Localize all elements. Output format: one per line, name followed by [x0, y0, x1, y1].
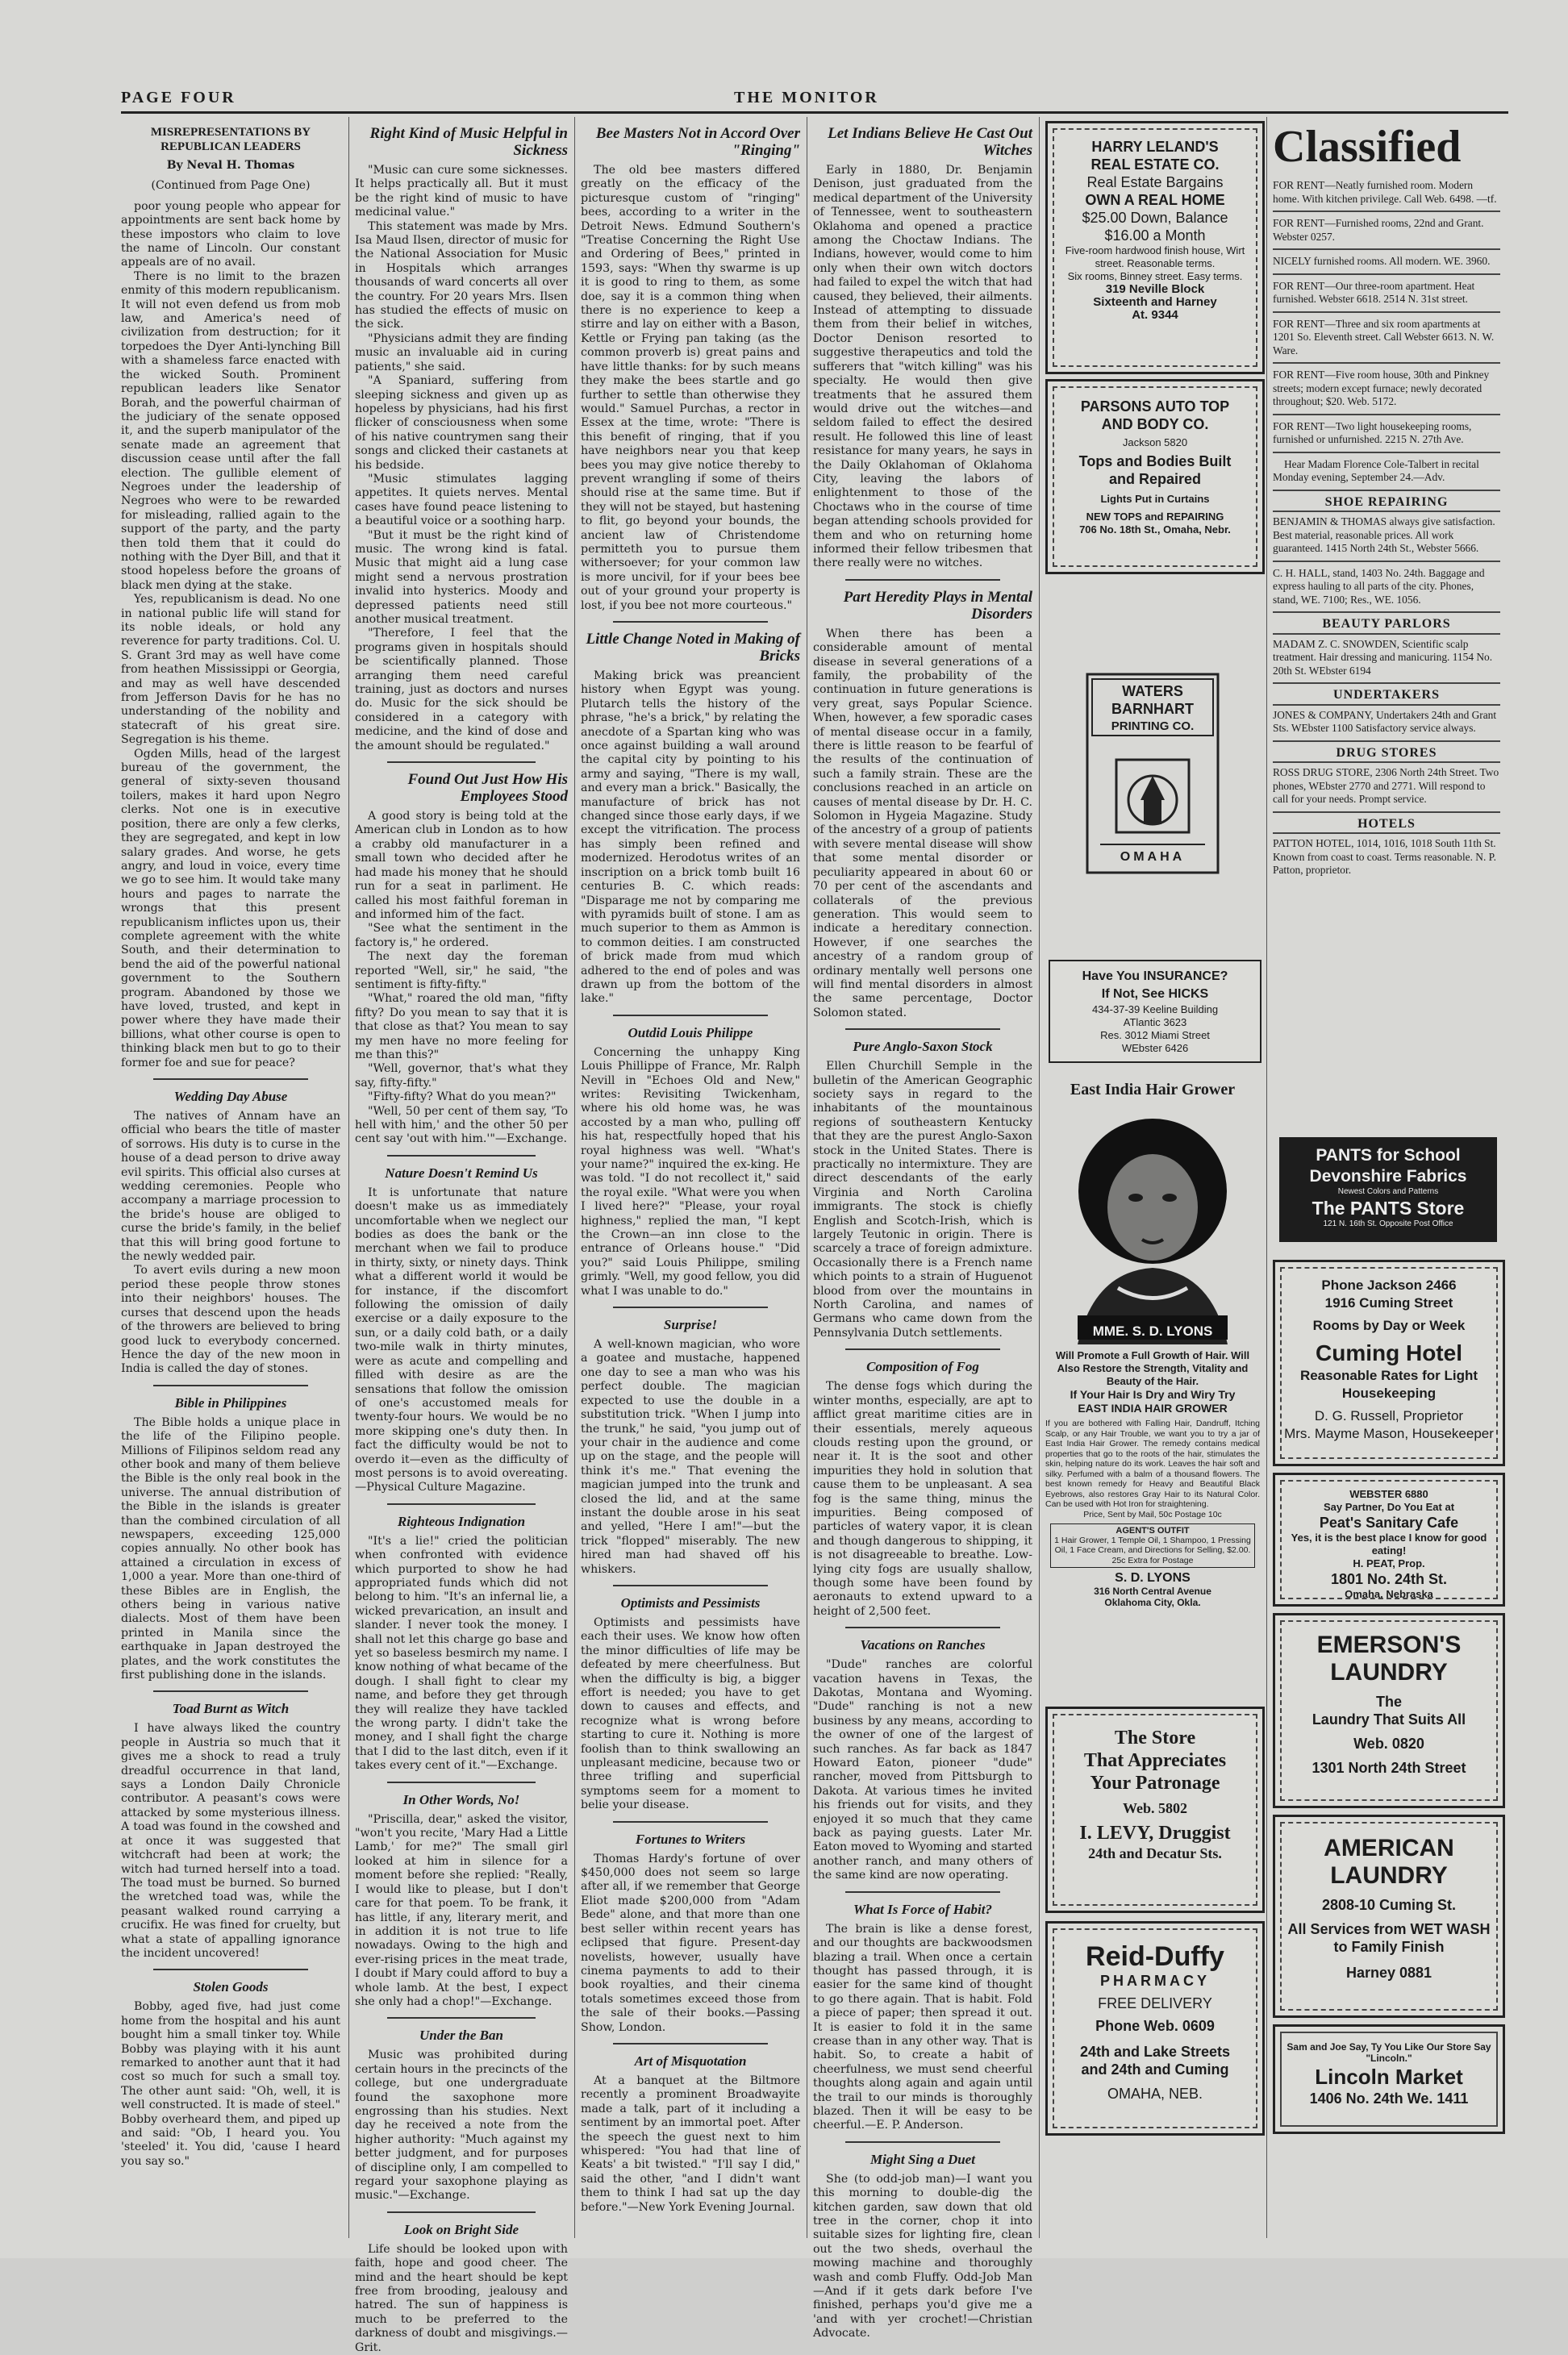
ad-line: Cuming Hotel	[1316, 1340, 1462, 1365]
headline: Art of Misquotation	[634, 2053, 747, 2069]
divider	[153, 1078, 308, 1080]
column-rule	[1266, 117, 1267, 2238]
headline: Wedding Day Abuse	[173, 1089, 288, 1104]
column-rule	[348, 117, 349, 2238]
paragraph: "But it must be the right kind of music. The wrong kind is fatal. Music that might aid a lung case might send a nervous prostration invalid into hysterics. Moody and depressed patients need still another musical treatment.	[355, 528, 568, 626]
paragraph: This statement was made by Mrs. Isa Maud Ilsen, director of music for the National Association for Music in Hospitals which arranges thousands of ward concerts all over the country. For 20 years Mrs. Ilsen has studied the effects of music on the sick.	[355, 219, 568, 331]
headline: Bible in Philippines	[174, 1394, 287, 1411]
paragraph: "Well, governor, that's what they say, fifty-fifty."	[355, 1062, 568, 1090]
headline: Found Out Just How His Employees Stood	[407, 771, 568, 806]
ad-line: 24th and Lake Streets	[1079, 2044, 1231, 2060]
masthead	[121, 89, 1508, 114]
paragraph: "Music can cure some sicknesses. It helps practically all. But it must be the right kind of music to have medicinal value."	[355, 164, 568, 219]
ad-line: Will Promote a Full Growth of Hair. Will Also Restore the Strength, Vitality and Beauty of the Hair.	[1055, 1349, 1250, 1387]
ad-line: Sam and Joe Say, Ty You Like Our Store Say "Lincoln."	[1287, 2041, 1491, 2064]
headline: Might Sing a Duet	[870, 2151, 975, 2167]
column-rule	[1039, 117, 1040, 2238]
divider	[153, 1690, 308, 1692]
paragraph: The Bible holds a unique place in the life of the Filipino people. Millions of Filipinos seldom read any other book and many of them believe the Bible is the only real book in the universe. The annual distribution of the Bible in the islands is greater than the combined circulation of all newspapers, exceeding 125,000 copies annually. No other book has attained a circulation in excess of 1,000 a year. More than one-third of these Bibles are in English, the others being in various native dialects. Most of them have been printed in Manila since the earthquake in Japan destroyed the plates, and the work constitutes the first publishing done in the islands.	[121, 1415, 340, 1682]
divider	[845, 1348, 1000, 1350]
paragraph: "Priscilla, dear," asked the visitor, "won't you recite, 'Mary Had a Little Lamb,' for me?" The small girl looked at him in silence for a moment before she replied: "Really, I would like to please, but I don't care for that poem. To be frank, it has little, if any, literary merit, and in addition it is not true to life nowadays. Owing to the high and ever-rising prices in the meat trade, I doubt if Mary could afford to buy a whole lamb. At the best, I expect she only had a chop!"—Exchange.	[355, 1812, 568, 2008]
paragraph: "Fifty-fifty? What do you mean?"	[368, 1090, 557, 1104]
divider	[387, 1782, 536, 1783]
ad-line: 121 N. 16th St. Opposite Post Office	[1323, 1219, 1453, 1228]
ad-cuming-hotel	[1273, 1260, 1505, 1466]
ad-american-laundry	[1273, 1815, 1505, 2018]
ad-line: Five-room hardwood finish house, Wirt street. Reasonable terms.	[1065, 244, 1245, 269]
paragraph: A good story is being told at the American club in London as to how a crabby old manufacturer in a small town who decided after he had made his money that he should run for a seat in parliment. He called his most faithful foreman in and informed him of the fact.	[355, 810, 568, 921]
paragraph: The natives of Annam have an official who bears the title of master of sorrows. His duty is to curse in the house of a dead person to drive away evil spirits. This official also curses at wedding ceremonies. People who accompany a marriage procession to the bride's house are obliged to curse the bride's family, in the belief that this will bring good fortune to the newly wedded pair.	[121, 1110, 340, 1264]
ad-line: H. PEAT, Prop.	[1353, 1557, 1425, 1569]
headline: Vacations on Ranches	[860, 1637, 986, 1653]
headline: Composition of Fog	[866, 1359, 979, 1375]
ad-line: 1801 No. 24th St.	[1330, 1571, 1448, 1587]
ad-line: Say Partner, Do You Eat at	[1323, 1501, 1455, 1513]
ad-line: The Store	[1114, 1728, 1196, 1749]
ad-line: Peat's Sanitary Cafe	[1319, 1515, 1459, 1531]
paragraph: "A Spaniard, suffering from sleeping sickness and given up as hopeless by physicians, had his first flicker of consciousness when some of his native countrymen sang their songs and clicked their castanets at his bedside.	[355, 374, 568, 472]
ad-line: Lincoln Market	[1315, 2065, 1463, 2089]
classified-item: C. H. HALL, stand, 1403 No. 24th. Baggage and express hauling to all parts of the city. Phones, stand, WE. 7100; Res., WE. 1056.	[1273, 567, 1500, 614]
ad-line: 706 No. 18th St., Omaha, Nebr.	[1079, 523, 1231, 536]
paragraph: It is unfortunate that nature doesn't make us as immediately uncomfortable when we neglect our bodies as does the bank or the merchant when we fail to produce in thirty, sixty, or ninety days. Think what a different world it would be for instance, if the discomfort following the omission of daily exercise or a daily exposure to the sun, or a daily cold bath, or a daily two-mile walk in thirty minutes, were as acute and compelling and filled with desire as are the sensations that follow the omission of one's accustomed meals for twenty-four hours. We would be no more skipping one's duty then. In fact the difficulty would be not to overdo it—even as the difficulty of most persons is to avoid overeating.—Physical Culture Magazine.	[355, 1186, 568, 1494]
paragraph: Ogden Mills, head of the largest bureau of the government, the general of sixty-seven thousand toilers, makes it hard upon Negro clerks. Not one is in executive position, there are only a few clerks, they are segregated, and kept in low salary grades. And worse, he gets angry, and loud in voice, every time we go to see him. It would take many hours and pages to narrate the wrongs that this present republicanism inflictes upon us, their complete agreement with the white South, and their determination to bend the aid of the powerful national government to the Southern program. Abandoned by those we have loved, trusted, and kept in power where they have made their billions, what other course is open to thinking black men but to go to their former foe and sue for peace?	[121, 747, 340, 1069]
ad-line: OMAHA	[1120, 850, 1186, 864]
paragraph: Thomas Hardy's fortune of over $450,000 does not seem so large after all, if we remember that George Eliot made $200,000 from "Adam Bede" alone, and that more than one best seller within recent years has eclipsed that figure. Present-day novelists, however, usually have cinema payments to add to their book royalties, and their cinema totals sometimes exceed those from the sale of their books.—Passing Show, London.	[581, 1852, 800, 2034]
ad-line: Your Patronage	[1090, 1773, 1220, 1794]
ad-line: All Services from WET WASH to Family Finish	[1287, 1921, 1491, 1955]
ad-line: If you are bothered with Falling Hair, Dandruff, Itching Scalp, or any Hair Trouble, we want you to try a jar of East India Hair Grower. The remedy contains medical properties that go to the roots of the hair, stimulates the skin, helping nature do its work. Leaves the hair soft and silky. Perfumed with a balm of a thousand flowers. The best known remedy for Heavy and Beautiful Black Eyebrows, also restores Gray Hair to its Natural Color. Can be used with Hot Iron for straightening.	[1045, 1419, 1260, 1509]
classified-item: JONES & COMPANY, Undertakers 24th and Grant Sts. WEbster 1100 Satisfactory service always.	[1273, 709, 1500, 742]
ad-parsons-auto	[1045, 379, 1265, 574]
ad-line: Price, Sent by Mail, 50c Postage 10c	[1083, 1509, 1222, 1519]
ad-line: LAUNDRY	[1330, 1862, 1448, 1889]
headline: Outdid Louis Philippe	[628, 1024, 753, 1040]
headline: Under the Ban	[419, 2028, 503, 2044]
ad-line: PHARMACY	[1099, 1973, 1210, 1989]
ad-line: and 24th and Cuming	[1081, 2061, 1229, 2078]
paragraph: "It's a lie!" cried the politician when confronted with evidence which purported to show he had appropriated funds which did not belong to him. "It's an infernal lie, a wicked prevarication, an insult and slander. I never took the money. I shall not let this charge go base and yet so baseless besmirch my name. I know nothing of what became of the dough. I shall fight to clear my name, and before they get through they will realize they have tackled the wrong party. I didn't take the money, and I shall fight the charge that I did to the last ditch, even if it takes every cent of it."—Exchange.	[355, 1534, 568, 1773]
ad-emersons-laundry	[1273, 1613, 1505, 1808]
divider	[613, 1821, 768, 1823]
ad-waters-barnhart	[1084, 671, 1221, 876]
ad-line: 1406 No. 24th We. 1411	[1309, 2090, 1469, 2107]
paragraph: When there has been a considerable amount of mental disease in several generations of a family, the probability of the continuation in future generations is very great, says Popular Science. When, however, a few sporadic cases of mental disease occur in a family, there is little reason to be fearful of the results of the continuation of such a family strain. These are the conclusions reached in an article on causes of mental disease by Dr. H. C. Solomon in Hygeia Magazine. Study of the ancestry of a group of patients with severe mental disease will show that some mental disorder or peculiarity appeared in about 60 or 70 per cent of the ascendants and collaterals of the previous generation. This would seem to indicate a hereditary connection. However, if one searches the ancestry of a random group of ordinary mentally well persons one will find mental disorders in almost the same percentage, Doctor Solomon stated.	[813, 627, 1032, 1019]
column-1	[121, 117, 340, 2246]
ad-line: S. D. LYONS	[1115, 1571, 1191, 1585]
paragraph: poor young people who appear for appointments are sent back home by these impostors who claim to love the name of Lincoln. Our constant appeals are of no avail.	[121, 199, 340, 269]
classified-item: FOR RENT—Neatly furnished room. Modern home. With kitchen privilege. Call Web. 6498. —tf.	[1273, 179, 1500, 212]
ad-line: 2808-10 Cuming St.	[1321, 1897, 1457, 1913]
column-rule	[574, 117, 575, 2238]
ad-line: Phone Jackson 2466	[1321, 1278, 1457, 1293]
headline: Pure Anglo-Saxon Stock	[853, 1039, 993, 1055]
classified-item: FOR RENT—Our three-room apartment. Heat furnished. Webster 6618. 2514 N. 31st street.	[1273, 280, 1500, 313]
paragraph: Making brick was preancient history when Egypt was young. Plutarch tells the history of the phrase, "he's a brick," by relating the anecdote of a Spartan king who was once against building a wall around the capital city by pointing to his army and saying, "There is my wall, and every man a brick." Basically, the manufacture of brick has not changed since those early days, if we except the vitrification. The process has simply been refined and modernized. Herodotus writes of an inscription on a brick tomb built 16 centuries B. C. which reads: "Disparage me not by comparing me with pyramids built of stone. I am as much superior to them as Ammon is to common deities. I am constructed of brick made from mud which adhered to the end of poles and was drawn up from the bottom of the lake."	[581, 669, 800, 1006]
ad-line: Harney 0881	[1345, 1965, 1432, 1981]
paragraph: The next day the foreman reported "Well, sir," he said, "the sentiment is fifty-fifty."	[355, 950, 568, 991]
ad-line: 316 North Central Avenue	[1094, 1586, 1211, 1597]
paragraph: "Music stimulates lagging appetites. It quiets nerves. Mental cases have found peace listening to a beautiful voice or a soothing harp.	[355, 472, 568, 528]
ad-line: EMERSON'S	[1316, 1632, 1462, 1658]
ad-line: PRINTING CO.	[1111, 719, 1195, 733]
classified-item: BENJAMIN & THOMAS always give satisfaction. Best material, reasonable prices. All work guaranteed. 1415 North 24th St., Webster 5666.	[1273, 515, 1500, 562]
ad-line: Mrs. Mayme Mason, Housekeeper	[1284, 1426, 1494, 1441]
ad-line: EAST INDIA HAIR GROWER	[1078, 1402, 1228, 1415]
ad-line: Reid-Duffy	[1086, 1941, 1224, 1972]
paragraph: "Well, 50 per cent of them say, 'To hell with him,' and the other 50 per cent say 'out with him.'"—Exchange.	[355, 1104, 568, 1146]
classified-item: ROSS DRUG STORE, 2306 North 24th Street. Two phones, WEbster 2770 and 2771. Will respond to call for your needs. Prompt service.	[1273, 766, 1500, 813]
paragraph: "Physicians admit they are finding music an invaluable aid in curing patients," she said.	[355, 331, 568, 373]
page-number: PAGE FOUR	[121, 89, 236, 106]
headline: Stolen Goods	[193, 1979, 269, 1995]
ad-harry-leland	[1045, 121, 1265, 374]
paragraph: Concerning the unhappy King Louis Phillippe of France, Mr. Ralph Nevill in "Echoes Old and New," writes: Revisiting Twickenham, where his old home was, he was accosted by a man who, pulling off his hat, respectfully hoped that his royal highness was well. "What's your name?" inquired the ex-king. He was told. "I do not recollect it," said the royal exile. "What were you when I lived here?" "Please, your royal highness," replied the man, "I kept the Crown—an inn close to the entrance of Orleans house." "Did you?" said Louis Philippe, smiling grimly. "Well, my good fellow, you did what I was unable to do."	[581, 1045, 800, 1298]
ad-line: Web. 0820	[1353, 1736, 1424, 1752]
divider	[387, 2211, 536, 2213]
ad-line: NEW TOPS and REPAIRING	[1086, 511, 1224, 523]
divider	[845, 1028, 1000, 1030]
divider	[845, 1627, 1000, 1628]
headline: Toad Burnt as Witch	[172, 1701, 290, 1717]
headline: MISREPRESENTATIONS BY REPUBLICAN LEADERS	[150, 126, 311, 153]
headline: In Other Words, No!	[402, 1791, 520, 1807]
divider	[613, 1015, 768, 1016]
divider	[845, 2141, 1000, 2143]
classified-item: FOR RENT—Two light housekeeping rooms, furnished or unfurnished. 2215 N. 27th Ave.	[1273, 420, 1500, 453]
headline: Righteous Indignation	[397, 1513, 526, 1529]
ad-line: Yes, it is the best place I know for good eating!	[1291, 1532, 1487, 1557]
ad-line: WATERS	[1122, 683, 1183, 699]
ad-line: Rooms by Day or Week	[1312, 1318, 1466, 1333]
ad-line: LAUNDRY	[1330, 1659, 1448, 1686]
paper-name: THE MONITOR	[734, 89, 879, 106]
section-heading: HOTELS	[1273, 818, 1500, 835]
headline: Surprise!	[663, 1317, 718, 1333]
classified-item: FOR RENT—Five room house, 30th and Pinkney streets; modern except furnace; newly decorated throughout; $20. Web. 5172.	[1273, 369, 1500, 415]
ad-line: Newest Colors and Patterns	[1337, 1187, 1439, 1196]
headline: Right Kind of Music Helpful in Sickness	[369, 125, 568, 159]
ad-line: The	[1375, 1694, 1402, 1710]
divider	[387, 2017, 536, 2019]
divider	[613, 1585, 768, 1586]
column-2	[355, 117, 568, 2354]
divider	[613, 621, 768, 623]
ad-line: D. G. Russell, Proprietor	[1314, 1408, 1464, 1423]
ad-line: 24th and Decatur Sts.	[1088, 1845, 1222, 1861]
ad-line: Six rooms, Binney street. Easy terms.	[1067, 270, 1243, 282]
section-heading: BEAUTY PARLORS	[1273, 618, 1500, 635]
paragraph: The dense fogs which during the winter months, especially, are apt to afflict great maritime cities are in their essentials, merely aqueous clouds resting upon the ground, or near it. It is the soot and other impurities they hold in solution that cause them to be unpleasant. A sea fog is the same thing, minus the impurities. Being composed of particles of watery vapor, it is clean and though dangerous to shipping, it is not disagreeable to breathe. Low-lying city fogs are usually shallow, though some have been found by aeronauts to extend upward to a height of 2,500 feet.	[813, 1380, 1032, 1618]
ad-line: PARSONS AUTO TOP	[1080, 398, 1230, 415]
ad-line: 434-37-39 Keeline Building	[1091, 1003, 1219, 1015]
paragraph: There is no limit to the brazen enmity of this modern republicanism. It will not even defend us from mob law, and America's need of civilization from destruction; for it torpedoes the Dyer Anti-lynching Bill with a shameless farce enacted with the wicked South. Prominent republican leaders like Senator Borah, and the powerful chairman of the judiciary of the senate opposed it, and the superb manipulator of the senate made an agreement that discussion cease until after the fall election. The gullible element of Negroes under the leadership of Negroes who were to be rewarded for misleading, rallied again to the support of the party, and the party then told them that it could do nothing with the Dyer Bill, and that it stood hopeless before the groans of black men dying at the stake.	[121, 269, 340, 592]
classified-item: FOR RENT—Furnished rooms, 22nd and Grant. Webster 0257.	[1273, 217, 1500, 250]
paragraph: "Therefore, I feel that the programs given in hospitals should be scientifically planned. Those arranging them need careful training, just as doctors and nurses do. Music for the sick should be considered in a category with medicine, and the kind of dose and the amount should be regulated."	[355, 627, 568, 752]
ad-line: PANTS for School	[1316, 1146, 1461, 1165]
classified-item: FOR RENT—Three and six room apartments at 1201 So. Eleventh street. Call Webster 6613. N. W. Ware.	[1273, 318, 1500, 365]
ad-line: Web. 5802	[1122, 1800, 1187, 1816]
headline: Let Indians Believe He Cast Out Witches	[828, 125, 1032, 159]
paragraph: "What," roared the old man, "fifty fifty? Do you mean to say that it is that close as that? You mean to say my men have no more feeling for me than this?"	[355, 992, 568, 1061]
column-3	[581, 117, 800, 2246]
ad-reid-duffy	[1045, 1921, 1265, 2136]
headline: Little Change Noted in Making of Bricks	[586, 631, 800, 665]
ad-line: WEBSTER 6880	[1349, 1488, 1428, 1500]
ad-line: and Repaired	[1108, 471, 1202, 487]
classified-title: Classified	[1273, 122, 1462, 172]
ad-line: AGENT'S OUTFIT	[1116, 1525, 1190, 1536]
ad-line: 1 Hair Grower, 1 Temple Oil, 1 Shampoo, 1 Pressing Oil, 1 Face Cream, and Directions for Selling, $2.00. 25c Extra for Postage	[1054, 1535, 1251, 1565]
ad-line: Phone Web. 0609	[1095, 2018, 1215, 2034]
ad-east-india-hair	[1045, 1081, 1260, 1608]
byline: By Neval H. Thomas	[166, 159, 295, 172]
section-heading: SHOE REPAIRING	[1273, 496, 1500, 513]
headline: What Is Force of Habit?	[853, 1901, 992, 1917]
ad-line: If Not, See HICKS	[1101, 987, 1209, 1001]
divider	[613, 2043, 768, 2044]
paragraph: Yes, republicanism is dead. No one in national public life will stand for its noble ideals, or hold any reverence for party traditions. Col. U. S. Grant 3rd may as well have come from heathen Mississippi or Georgia, and may as well have descended from Jefferson Davis for he has no understanding of the nobility and statecraft of his great sire. Segregation is his theme.	[121, 593, 340, 747]
paragraph: Optimists and pessimists have each their uses. We know how often the minor difficulties of life may be defeated by mere cheerfulness. But when the difficulty is big, a bigger effort is needed; you have to get down to causes and effects, and recognize what is wrong before starting to cure it. Nothing is more foolish than to think swallowing an unpleasant medicine, because two or three trifling and superficial symptoms seem for a moment to belie your disease.	[581, 1615, 800, 1812]
ad-line: BARNHART	[1111, 701, 1194, 717]
ad-line: $16.00 a Month	[1104, 227, 1206, 244]
divider	[387, 1155, 536, 1157]
ad-peats-cafe	[1273, 1473, 1505, 1607]
classified-column	[1273, 121, 1500, 887]
ad-line: REAL ESTATE CO.	[1091, 156, 1220, 173]
continued-note: (Continued from Page One)	[151, 179, 311, 193]
divider	[613, 1307, 768, 1308]
ad-line: WEbster 6426	[1121, 1042, 1189, 1054]
paragraph: "Dude" ranches are colorful vacation havens in Texas, the Dakotas, Montana and Wyoming. "Dude" ranching is not a new business by any means, according to the owner of one of the largest of such ranches. As far back as 1847 Howard Eaton, pioneer "dude" rancher, moved from Pittsburgh to Dakota. At various times he invited his friends out for visits, and they enjoyed it so much that they came back as paying guests. Later Mr. Eaton moved to Wyoming and started another ranch, and many others of the same kind are now operating.	[813, 1658, 1032, 1882]
paragraph: Music was prohibited during certain hours in the precincts of the college, but one undergraduate found the saxophone more engrossing than his studies. Next day he received a note from the higher authority: "Much against my better judgment, and for purposes of discipline only, I am compelled to regard your saxophone playing as music."—Exchange.	[355, 2049, 568, 2203]
headline: Look on Bright Side	[403, 2221, 519, 2237]
ad-line: $25.00 Down, Balance	[1082, 210, 1228, 226]
ad-levy-druggist	[1045, 1707, 1265, 1913]
ad-line: ATlantic 3623	[1123, 1016, 1187, 1028]
ad-line: OMAHA, NEB.	[1107, 2086, 1203, 2102]
ad-line: Real Estate Bargains	[1086, 174, 1224, 190]
divider	[387, 761, 536, 763]
ad-caption: MME. S. D. LYONS	[1092, 1323, 1213, 1339]
paragraph: She (to odd-job man)—I want you this morning to double-dig the kitchen garden, saw down that old tree in the corner, chop it into suitable sizes for lighting fire, clean out the two sheds, overhaul the mowing machine and thoroughly wash and comb Fluffy. Odd-Job Man—And if it gets dark before I've finished, perhaps you'd give me a 'and with yer crochet!—Christian Advocate.	[813, 2172, 1032, 2340]
divider	[387, 1503, 536, 1505]
paragraph: At a banquet at the Biltmore recently a prominent Broadwayite made a talk, part of it including a sentiment by an immortal poet. After the speech the guest next to him whispered: "You had that line of Keats' a bit twisted." "I'll say I did," said the other, "and I didn't want them to think I had sat up the day before."—New York Evening Journal.	[581, 2074, 800, 2214]
divider	[845, 579, 1000, 581]
section-heading: UNDERTAKERS	[1273, 689, 1500, 706]
paragraph: Ellen Churchill Semple in the bulletin of the American Geographic society says in regard to the inhabitants of the mountainous regions of southeastern Kentucky that they are the purest Anglo-Saxon stock in the United States. There is practically no intermixture. They are direct descendants of the early Virginia and North Carolina immigrants. The stock is chiefly English and Scotch-Irish, which is largely Teutonic in origin. There is scarcely a trace of foreign admixture. Occasionally there is a French name which points to a strain of Huguenot blood from over the mountains in North Carolina, and names of Germans who came down from the Pennsylvania Dutch settlements.	[813, 1060, 1032, 1340]
ad-pants-store	[1279, 1137, 1497, 1242]
ad-line: FREE DELIVERY	[1098, 1995, 1212, 2011]
ad-lincoln-market	[1273, 2024, 1505, 2134]
ad-line: Laundry That Suits All	[1312, 1711, 1466, 1728]
divider	[153, 1969, 308, 1970]
ad-line: Devonshire Fabrics	[1309, 1167, 1467, 1186]
ad-line: AND BODY CO.	[1101, 416, 1209, 432]
ad-line: AMERICAN	[1324, 1835, 1454, 1861]
ad-line: That Appreciates	[1083, 1750, 1227, 1771]
ad-title: East India Hair Grower	[1070, 1081, 1236, 1098]
ad-line: Res. 3012 Miami Street	[1100, 1029, 1210, 1041]
headline: Fortunes to Writers	[635, 1831, 746, 1847]
paragraph: Bobby, aged five, had just come home from the hospital and his aunt bought him a small tinker toy. While Bobby was playing with it his aunt remarked to another aunt that it had cost so much for such a small toy. The other aunt said: "Oh, well, it is well constructed. It is made of steel." Bobby overheard them, and piped up and said: "Ob, I heard you. You 'steeled' it. You did, 'cause I heard you say so."	[121, 2000, 340, 2168]
paragraph: Life should be looked upon with faith, hope and good cheer. The mind and the heart should be kept free from brooding, jealousy and hatred. The sun of happiness is much to be preferred to the darkness of doubt and misgivings.—Grit.	[355, 2242, 568, 2354]
classified-item: NICELY furnished rooms. All modern. WE. 3960.	[1273, 255, 1500, 275]
ad-line: Have You INSURANCE?	[1082, 969, 1228, 983]
ad-line: HARRY LELAND'S	[1091, 139, 1219, 155]
ad-line: 1301 North 24th Street	[1312, 1760, 1466, 1776]
paragraph: The brain is like a dense forest, and our thoughts are backwoodsmen blazing a trail. When once a certain thought has passed through, it is easier for the same kind of thought to go there again. That is habit. Fold a piece of paper; then spread it out. It is easier to fold it in the same crease than in any other way. That is habit. So, to create a habit of cheerfulness, we must send cheerful thoughts along again and again until the trail to our minds is thoroughly blazed. Then it will be easy to be cheerful.—E. P. Anderson.	[813, 1922, 1032, 2132]
headline: Bee Masters Not in Accord Over "Ringing"	[595, 125, 800, 159]
paragraph: To avert evils during a new moon period these people throw stones into their neighbors' houses. The curses that descend upon the heads of the throwers are believed to bring good luck to everybody concerned. Hence the day of the new moon in India is called the day of stones.	[121, 1264, 340, 1376]
ad-line: Reasonable Rates for Light Housekeeping	[1299, 1368, 1478, 1401]
paragraph: A well-known magician, who wore a goatee and mustache, happened one day to see a man who was his perfect double. The magician expected to use the double in a substitution trick. "When I jump into the trunk," he said, "you jump out of your chair in the audience and come up on the stage, and the people will think it's me." That evening the magician jumped into the trunk and closed the lid, and at the same instant the double arose in his seat and yelled, "Here I am!"—but the trick "flopped" miserably. The new hired man had shaved off his whiskers.	[581, 1338, 800, 1576]
headline: Part Heredity Plays in Mental Disorders	[843, 588, 1032, 623]
headline: Nature Doesn't Remind Us	[385, 1165, 538, 1181]
paragraph: The old bee masters differed greatly on the efficacy of the picturesque custom of "ringing" bees, according to a writer in the Detroit News. Edmund Southern's "Treatise Concerning the Right Use and Ordering of Bees," printed in 1593, says: "When thy swarme is up it is good to ring to them, as some doe, say it is a common thing when there is no experience to keep a stirre and lay on either with a Bason, Kettle or Frying pan taking (as the common proverb is) great pains and have little thanks: for by such means they make the bees startle and go further to settle than otherwise they would." Samuel Purchas, a rector in Essex at the time, wrote: "There is this benefit of ringing, that if you have neighbors near you that keep bees you may give notice thereby to prevent wrangling if some of theirs should rise at the same time. But if they will not be stayed, but hastening to flit, go beyond your bounds, the ancient law of Christendome permitteth you to pursue them withersoever; for your common law is more uncivil, for if your bees bee out of your ground your property is lost, if you bee not more courteous."	[581, 164, 800, 612]
ad-line: I. LEVY, Druggist	[1079, 1823, 1231, 1844]
paragraph: I have always liked the country people in Austria so much that it gives me a shock to read a truly dreadful occurrence in that land, says a London Daily Chronicle contributor. A peasant's cows were attacked by some mysterious illness. A toad was found in the cowshed and at once it was suggested that witchcraft had been at work; the witch had turned herself into a toad. The toad must be burned. So burned the wretched toad was, while the peasant walked round carrying a crucifix. He was fined for cruelty, but what a state of appalling ignorance the incident uncovered!	[121, 1722, 340, 1960]
ad-line: The PANTS Store	[1312, 1198, 1465, 1219]
classified-item: Hear Madam Florence Cole-Talbert in recital Monday evening, September 24.—Adv.	[1273, 458, 1500, 491]
ad-line: Omaha, Nebraska	[1345, 1588, 1433, 1600]
paragraph: Early in 1880, Dr. Benjamin Denison, just graduated from the medical department of the University of Tennessee, went to southeastern Oklahoma and opened a practice among the Choctaw Indians. The Indians, however, would come to him only when their own witch doctors had failed to expel the witch that had caused, they believed, their ailments. Instead of attempting to dissuade them from their belief in witches, Doctor Denison resorted to suggestive therapeutics and told the sufferers that "witch killing" was his specialty. He would then give treatments that he assured them would drive out the witches—and seldom failed to effect the desired result. He followed this line of least resistance for many years, he says in the Daily Oklahoman of Oklahoma City, leaving the labors of enlightenment to those of the Choctaws who in the course of time began attending schools provided for them and who on returning home informed their fellow tribesmen that there really were no witches.	[813, 164, 1032, 570]
headline: Optimists and Pessimists	[620, 1594, 761, 1611]
classified-item: MADAM Z. C. SNOWDEN, Scientific scalp treatment. Hair dressing and manicuring. 1154 No. 20th St. WEbster 6194	[1273, 638, 1500, 685]
ad-line: If Your Hair Is Dry and Wiry Try	[1070, 1388, 1236, 1401]
divider	[845, 1891, 1000, 1893]
classified-item: PATTON HOTEL, 1014, 1016, 1018 South 11th St. Known from coast to coast. Terms reasonable. N. P. Patton, proprietor.	[1273, 837, 1496, 876]
column-4	[813, 117, 1032, 2340]
ad-hicks-insurance	[1049, 960, 1261, 1063]
portrait-icon	[1045, 1102, 1260, 1344]
ad-line: At. 9344	[1132, 308, 1178, 322]
ad-line: Lights Put in Curtains	[1100, 493, 1210, 505]
ad-line: Sixteenth and Harney	[1093, 295, 1217, 309]
divider	[153, 1385, 308, 1386]
ad-line: Oklahoma City, Okla.	[1104, 1597, 1201, 1608]
ad-line: 1916 Cuming Street	[1324, 1295, 1453, 1311]
ad-line: OWN A REAL HOME	[1085, 192, 1225, 208]
section-heading: DRUG STORES	[1273, 747, 1500, 764]
ad-line: Tops and Bodies Built	[1078, 453, 1232, 469]
ad-line: Jackson 5820	[1122, 436, 1188, 448]
paragraph: "See what the sentiment in the factory is," he ordered.	[355, 922, 568, 949]
ad-line: 319 Neville Block	[1105, 282, 1205, 296]
